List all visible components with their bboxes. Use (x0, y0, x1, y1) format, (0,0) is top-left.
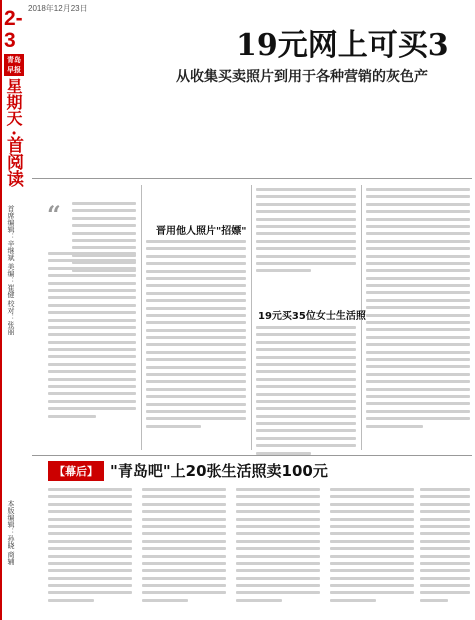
section-tag: 【幕后】 (48, 461, 104, 481)
bottom-column-1 (48, 488, 132, 606)
bottom-column-5 (420, 488, 470, 606)
edge-rule (0, 0, 2, 620)
headline: 19元网上可买3 (236, 28, 449, 63)
body-column-2 (256, 326, 356, 459)
body-column-1 (146, 240, 246, 432)
bottom-column-3 (236, 488, 320, 606)
lead-quote-block-2 (48, 252, 136, 422)
col-divider (141, 185, 142, 450)
weekday: 星期天 (4, 78, 21, 126)
staff-credits: 首席编辑：辛继斌 美编：崔健 校对：张丽 (7, 205, 14, 335)
issue-date: 2018年12月23日 (28, 4, 88, 13)
top-rule (32, 178, 472, 179)
section-title: ·首阅读 (3, 130, 23, 187)
body-column-2-top (256, 188, 356, 277)
quote-mark: “ (47, 200, 61, 229)
bottom-column-2 (142, 488, 226, 606)
col-divider (251, 185, 252, 450)
col-heading-2: 19元买35位女士生活照 (258, 311, 366, 322)
bottom-headline: "青岛吧"上20张生活照卖100元 (110, 462, 328, 480)
page-number: 2-3 (4, 7, 23, 52)
bottom-section-rule (32, 455, 472, 456)
col-heading-1: 晋用他人照片"招嫖" (156, 226, 247, 237)
body-column-3 (366, 188, 470, 432)
bottom-column-4 (330, 488, 414, 606)
brand-badge: 青岛早报 (4, 54, 24, 76)
staff-credits-bottom: 本版编辑：孙晓 商辅 (7, 500, 14, 565)
subheadline: 从收集买卖照片到用于各种营销的灰色产 (176, 69, 428, 85)
